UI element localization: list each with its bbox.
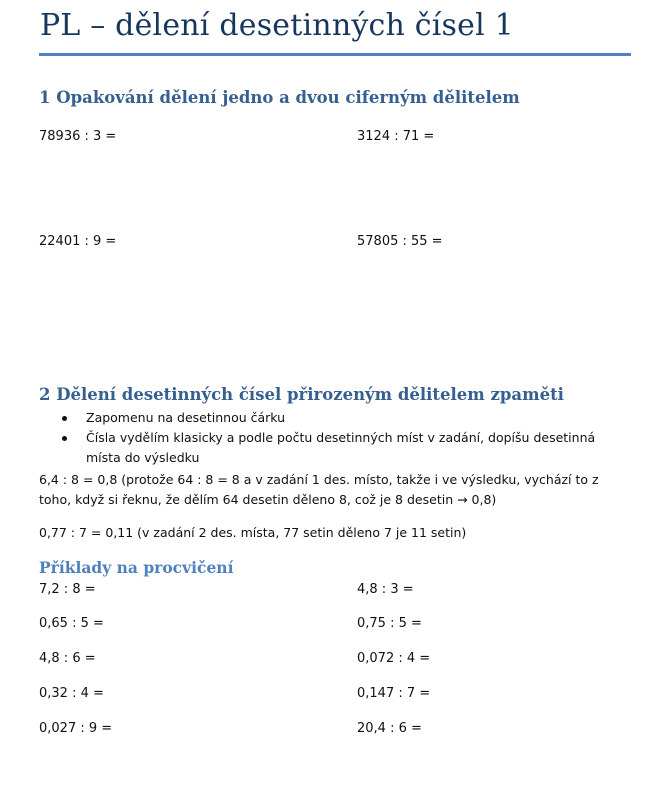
practice-item: 0,32 : 4 = <box>39 686 104 701</box>
list-item-text: Čísla vydělím klasicky a podle počtu desetinných míst v zadání, dopíšu desetinná místa do výsledku <box>86 430 596 465</box>
practice-item: 20,4 : 6 = <box>357 721 422 736</box>
practice-heading: Příklady na procvičení <box>39 558 234 577</box>
list-item-text: Zapomenu na desetinnou čárku <box>86 410 286 425</box>
bullet-icon <box>62 436 67 441</box>
exercise-item: 22401 : 9 = <box>39 234 117 249</box>
section-2-heading: 2 Dělení desetinných čísel přirozeným dělitelem zpaměti <box>39 385 564 404</box>
rules-list <box>62 408 622 468</box>
exercise-item: 57805 : 55 = <box>357 234 443 249</box>
worked-example-2: 0,77 : 7 = 0,11 (v zadání 2 des. místa, 77 setin děleno 7 je 11 setin) <box>39 525 467 540</box>
worked-example-1: 6,4 : 8 = 0,8 (protože 64 : 8 = 8 a v zadání 1 des. místo, takže i ve výsledku, vychází to z toho, když si řeknu, že dělím 64 desetin děleno 8, což je 8 desetin → 0,8) <box>39 472 599 507</box>
list-item <box>62 408 622 428</box>
practice-item: 0,65 : 5 = <box>39 616 104 631</box>
title-underline <box>39 53 631 56</box>
list-item <box>62 428 622 468</box>
bullet-icon <box>62 416 67 421</box>
page-title: PL – dělení desetinných čísel 1 <box>40 8 514 43</box>
section-1-heading: 1 Opakování dělení jedno a dvou ciferným dělitelem <box>39 88 520 107</box>
practice-item: 0,75 : 5 = <box>357 616 422 631</box>
practice-item: 7,2 : 8 = <box>39 582 96 597</box>
practice-item: 0,072 : 4 = <box>357 651 431 666</box>
practice-item: 4,8 : 6 = <box>39 651 96 666</box>
practice-item: 0,147 : 7 = <box>357 686 431 701</box>
exercise-item: 78936 : 3 = <box>39 129 117 144</box>
exercise-item: 3124 : 71 = <box>357 129 435 144</box>
practice-item: 0,027 : 9 = <box>39 721 113 736</box>
practice-item: 4,8 : 3 = <box>357 582 414 597</box>
